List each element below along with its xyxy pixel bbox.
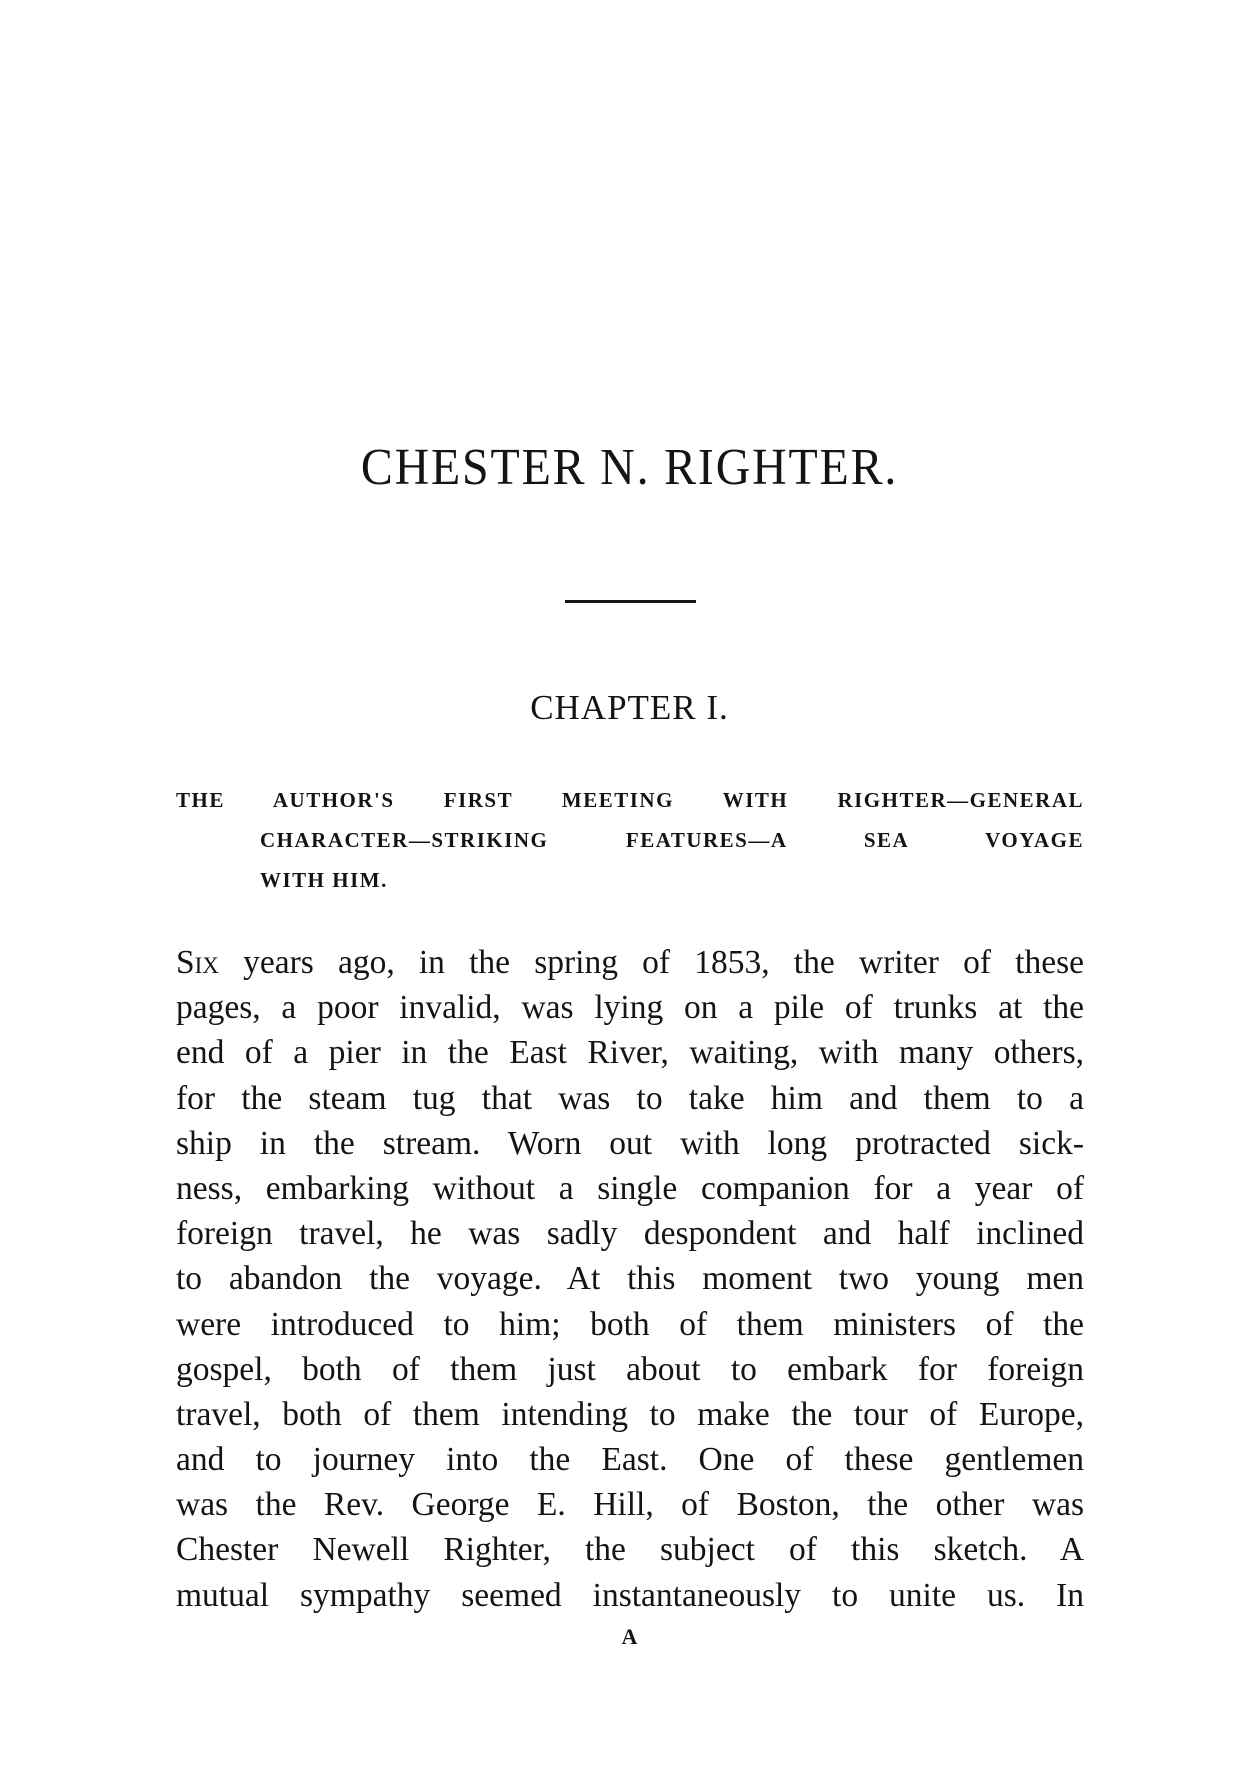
body-line: pages, a poor invalid, was lying on a pile of trunks at the <box>176 989 1084 1027</box>
body-line: ness, embarking without a single companion for a year of <box>176 1169 1084 1207</box>
chapter-summary <box>176 780 1084 900</box>
chapter-summary-line: THE AUTHOR'S FIRST MEETING WITH RIGHTER—GENERAL <box>176 788 1084 812</box>
book-title: CHESTER N. RIGHTER. <box>360 439 899 496</box>
body-line: and to journey into the East. One of these gentlemen <box>176 1441 1084 1479</box>
body-line: for the steam tug that was to take him and them to a <box>176 1079 1084 1117</box>
body-line: was the Rev. George E. Hill, of Boston, the other was <box>176 1486 1084 1524</box>
body-line: ship in the stream. Worn out with long protracted sick- <box>176 1124 1084 1162</box>
body-line: gospel, both of them just about to embark for foreign <box>176 1350 1084 1388</box>
drop-word: Six <box>176 944 219 981</box>
chapter-summary-line: CHARACTER—STRIKING FEATURES—A SEA VOYAGE <box>260 828 1084 852</box>
body-line <box>176 940 1084 985</box>
body-line: were introduced to him; both of them ministers of the <box>176 1305 1084 1343</box>
body-line: travel, both of them intending to make the tour of Europe, <box>176 1395 1084 1433</box>
body-line: Chester Newell Righter, the subject of this sketch. A <box>176 1531 1084 1569</box>
title-divider-rule <box>565 600 696 603</box>
signature-mark: A <box>621 1624 638 1649</box>
body-line: to abandon the voyage. At this moment two young men <box>176 1260 1084 1298</box>
body-line: mutual sympathy seemed instantaneously to unite us. In <box>176 1576 1084 1614</box>
chapter-heading: CHAPTER I. <box>530 688 729 727</box>
body-line: end of a pier in the East River, waiting, with many others, <box>176 1034 1084 1072</box>
body-line-text: years ago, in the spring of 1853, the writer of these <box>218 944 1084 981</box>
body-line: foreign travel, he was sadly despondent and half inclined <box>176 1215 1084 1253</box>
body-paragraph <box>176 940 1084 1618</box>
chapter-summary-line: WITH HIM. <box>260 868 388 892</box>
